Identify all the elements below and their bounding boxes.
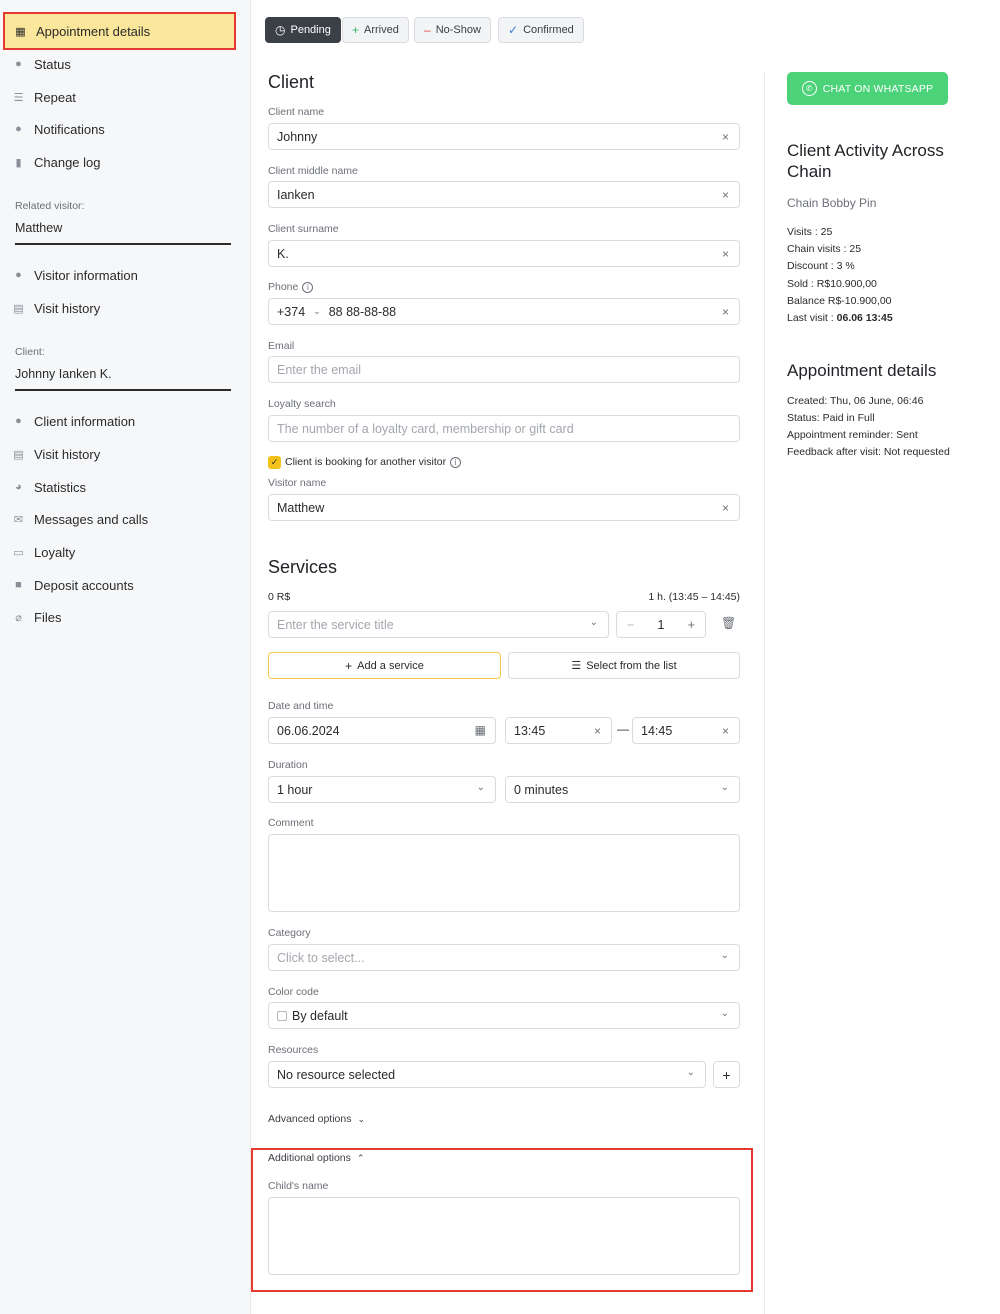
card-icon: ▭ — [13, 546, 24, 559]
clear-icon[interactable]: × — [721, 305, 729, 319]
color-code-value: By default — [292, 1008, 348, 1023]
last-visit-label: Last visit : — [787, 312, 837, 324]
category-placeholder: Click to select... — [277, 950, 365, 965]
details-feedback: Feedback after visit: Not requested — [787, 446, 950, 458]
duration-label: Duration — [268, 759, 308, 771]
sidebar-item-visitor-visit-history[interactable] — [12, 293, 234, 323]
childs-name-textarea[interactable] — [268, 1197, 740, 1275]
end-time-input[interactable] — [632, 717, 740, 744]
chevron-down-icon: ⌄ — [720, 1008, 729, 1019]
clear-icon[interactable]: × — [721, 724, 729, 738]
tab-label: Confirmed — [523, 24, 574, 36]
list-icon: ☰ — [571, 660, 582, 672]
sidebar-item-loyalty[interactable] — [12, 537, 234, 567]
sidebar-item-label: Client information — [34, 413, 136, 429]
advanced-options-toggle[interactable] — [268, 1113, 365, 1125]
client-middle-name-value: Ianken — [277, 187, 315, 202]
related-visitor-caption: Related visitor: — [15, 200, 85, 212]
color-code-select[interactable] — [268, 1002, 740, 1029]
phone-country-code[interactable]: +374 — [277, 304, 306, 319]
client-middle-name-input[interactable] — [268, 181, 740, 208]
chain-name: Chain Bobby Pin — [787, 196, 877, 210]
chevron-down-icon: ⌄ — [720, 782, 729, 793]
end-time-value: 14:45 — [641, 723, 673, 738]
stat-discount: Discount : 3 % — [787, 260, 855, 272]
tab-label: Arrived — [364, 24, 399, 36]
sidebar-item-statistics[interactable] — [12, 472, 234, 502]
services-total: 0 R$ — [268, 591, 291, 603]
category-select[interactable] — [268, 944, 740, 971]
clear-icon[interactable]: × — [721, 188, 729, 202]
sidebar-item-label: Files — [34, 609, 62, 625]
phone-label — [268, 281, 313, 293]
client-name-label: Client name — [268, 106, 325, 118]
clock-icon: ● — [15, 58, 22, 70]
resources-value: No resource selected — [277, 1067, 396, 1082]
client-name-value: Johnny — [277, 129, 318, 144]
sidebar-item-notifications[interactable] — [12, 114, 234, 144]
comment-textarea[interactable] — [268, 834, 740, 912]
tab-confirmed[interactable] — [498, 17, 584, 43]
plus-icon: + — [352, 23, 360, 37]
start-time-value: 13:45 — [514, 723, 546, 738]
last-visit-value: 06.06 13:45 — [836, 312, 893, 324]
client-surname-label: Client surname — [268, 223, 339, 235]
tab-label: No-Show — [435, 24, 481, 36]
client-name: Johnny Ianken K. — [15, 367, 231, 391]
chat-icon: ● — [15, 123, 22, 135]
sidebar-item-deposit-accounts[interactable] — [12, 570, 234, 600]
select-from-list-button[interactable] — [508, 652, 740, 679]
tab-no-show[interactable] — [414, 17, 491, 43]
add-resource-button[interactable] — [713, 1061, 740, 1088]
sidebar-item-label: Status — [34, 56, 71, 72]
sidebar-item-label: Notifications — [34, 121, 105, 137]
appointment-details-title: Appointment details — [787, 361, 937, 380]
sidebar — [0, 0, 251, 1314]
phone-label-text: Phone — [268, 281, 299, 293]
duration-hours-select[interactable] — [268, 776, 496, 803]
whatsapp-chat-button[interactable] — [787, 72, 948, 105]
paperclip-icon: ⌀ — [15, 611, 22, 624]
minus-icon[interactable]: − — [627, 617, 635, 632]
plus-icon: + — [722, 1066, 731, 1083]
date-input[interactable] — [268, 717, 496, 744]
info-icon[interactable]: i — [302, 282, 313, 293]
details-status: Status: Paid in Full — [787, 412, 875, 424]
phone-input[interactable] — [268, 298, 740, 325]
color-swatch — [277, 1011, 287, 1021]
category-label: Category — [268, 927, 311, 939]
plus-icon[interactable]: + — [687, 617, 695, 632]
childs-name-label: Child's name — [268, 1180, 329, 1192]
services-section-title: Services — [268, 557, 338, 577]
panel-divider — [764, 72, 765, 1314]
chevron-down-icon: ⌄ — [357, 1113, 366, 1124]
info-icon[interactable]: i — [450, 457, 461, 468]
stat-visits: Visits : 25 — [787, 226, 833, 238]
services-time-summary: 1 h. (13:45 – 14:45) — [648, 591, 740, 603]
briefcase-icon: ■ — [15, 579, 22, 591]
sidebar-item-appointment-details[interactable] — [3, 12, 236, 50]
chevron-down-icon: ⌄ — [476, 782, 485, 793]
sidebar-item-visitor-information[interactable] — [12, 260, 234, 290]
tab-pending[interactable] — [265, 17, 341, 43]
duration-minutes-value: 0 minutes — [514, 782, 569, 797]
date-value: 06.06.2024 — [277, 723, 340, 738]
client-section-title: Client — [268, 72, 315, 92]
loyalty-search-label: Loyalty search — [268, 398, 336, 410]
client-activity-title: Client Activity Across Chain — [787, 141, 944, 181]
email-label: Email — [268, 340, 295, 352]
resources-select[interactable] — [268, 1061, 706, 1088]
chevron-up-icon: ⌃ — [356, 1152, 365, 1163]
quantity-value: 1 — [657, 617, 665, 632]
chevron-down-icon: ⌄ — [686, 1067, 695, 1078]
whatsapp-button-label: CHAT ON WHATSAPP — [822, 82, 934, 95]
tab-label: Pending — [290, 24, 331, 36]
add-service-button[interactable] — [268, 652, 501, 679]
client-caption: Client: — [15, 346, 45, 358]
service-title-placeholder: Enter the service title — [277, 617, 394, 632]
advanced-options-label: Advanced options — [268, 1113, 352, 1125]
document-icon: ▮ — [15, 156, 22, 169]
stat-balance: Balance R$-10.900,00 — [787, 295, 892, 307]
sidebar-item-label: Loyalty — [34, 544, 76, 560]
email-input[interactable] — [268, 356, 740, 383]
chevron-down-icon: ⌄ — [720, 950, 729, 961]
date-time-label: Date and time — [268, 700, 334, 712]
stat-sold: Sold : R$10.900,00 — [787, 278, 877, 290]
sidebar-item-label: Messages and calls — [34, 511, 149, 527]
additional-options-label: Additional options — [268, 1152, 351, 1164]
whatsapp-icon: ✆ — [802, 81, 817, 96]
duration-minutes-select[interactable] — [505, 776, 740, 803]
service-title-select[interactable] — [268, 611, 609, 638]
calendar-icon: ▦ — [15, 25, 26, 38]
clear-icon[interactable]: × — [721, 247, 729, 261]
client-surname-value: K. — [277, 246, 289, 261]
clock-icon: ◷ — [275, 23, 286, 37]
table-icon: ▤ — [13, 302, 24, 315]
clear-icon[interactable]: × — [721, 501, 729, 515]
related-visitor-name: Matthew — [15, 221, 231, 245]
minus-icon: – — [424, 23, 431, 37]
quantity-stepper[interactable] — [616, 611, 706, 638]
resources-label: Resources — [268, 1044, 319, 1056]
chevron-down-icon: ⌄ — [589, 617, 598, 628]
chevron-down-icon[interactable]: ⌄ — [313, 306, 321, 316]
sidebar-item-status[interactable] — [12, 49, 234, 79]
email-placeholder: Enter the email — [277, 362, 362, 377]
visitor-name-value: Matthew — [277, 500, 325, 515]
visitor-name-input[interactable] — [268, 494, 740, 521]
calendar-icon[interactable]: ▦ — [474, 723, 486, 737]
additional-options-toggle[interactable] — [268, 1152, 364, 1164]
envelope-icon: ✉ — [13, 513, 24, 526]
visitor-name-label: Visitor name — [268, 477, 327, 489]
select-from-list-label: Select from the list — [586, 659, 677, 672]
sidebar-item-messages-and-calls[interactable] — [12, 504, 234, 534]
add-service-label: Add a service — [357, 659, 424, 672]
sidebar-item-repeat[interactable] — [12, 82, 234, 112]
client-name-input[interactable] — [268, 123, 740, 150]
user-icon: ● — [15, 415, 22, 427]
table-icon: ▤ — [13, 448, 24, 461]
loyalty-search-placeholder: The number of a loyalty card, membership or gift card — [277, 421, 574, 436]
phone-number: 88 88-88-88 — [328, 304, 397, 319]
sidebar-item-label: Repeat — [34, 89, 76, 105]
clear-icon[interactable]: × — [593, 724, 601, 738]
sidebar-item-label: Visit history — [34, 300, 101, 316]
client-surname-input[interactable] — [268, 240, 740, 267]
time-separator: — — [617, 722, 629, 736]
another-visitor-checkbox[interactable]: ✓ — [268, 456, 281, 469]
sidebar-item-label: Change log — [34, 154, 101, 170]
stat-last-visit — [787, 312, 893, 324]
duration-hours-value: 1 hour — [277, 782, 313, 797]
sidebar-item-client-information[interactable] — [12, 406, 234, 436]
sidebar-item-label: Deposit accounts — [34, 577, 134, 593]
clear-icon[interactable]: × — [721, 130, 729, 144]
sidebar-item-label: Appointment details — [36, 23, 151, 39]
sidebar-item-label: Visitor information — [34, 267, 138, 283]
sidebar-item-label: Visit history — [34, 446, 101, 462]
details-created: Created: Thu, 06 June, 06:46 — [787, 395, 924, 407]
client-middle-name-label: Client middle name — [268, 165, 358, 177]
comment-label: Comment — [268, 817, 314, 829]
details-reminder: Appointment reminder: Sent — [787, 429, 918, 441]
sidebar-item-label: Statistics — [34, 479, 87, 495]
stat-chain-visits: Chain visits : 25 — [787, 243, 862, 255]
sidebar-item-client-visit-history[interactable] — [12, 439, 234, 469]
another-visitor-label — [285, 456, 461, 468]
trash-icon[interactable]: 🗑 — [721, 616, 737, 630]
loyalty-search-input[interactable] — [268, 415, 740, 442]
sidebar-item-files[interactable] — [12, 602, 234, 632]
plus-icon: + — [345, 658, 353, 673]
check-icon: ✓ — [508, 23, 519, 37]
another-visitor-text: Client is booking for another visitor — [285, 456, 447, 468]
pie-chart-icon: ◕ — [15, 481, 22, 493]
color-code-label: Color code — [268, 986, 319, 998]
tab-arrived[interactable] — [342, 17, 409, 43]
start-time-input[interactable] — [505, 717, 612, 744]
list-icon: ☰ — [13, 91, 24, 104]
user-icon: ● — [15, 269, 22, 281]
sidebar-item-change-log[interactable] — [12, 147, 234, 177]
